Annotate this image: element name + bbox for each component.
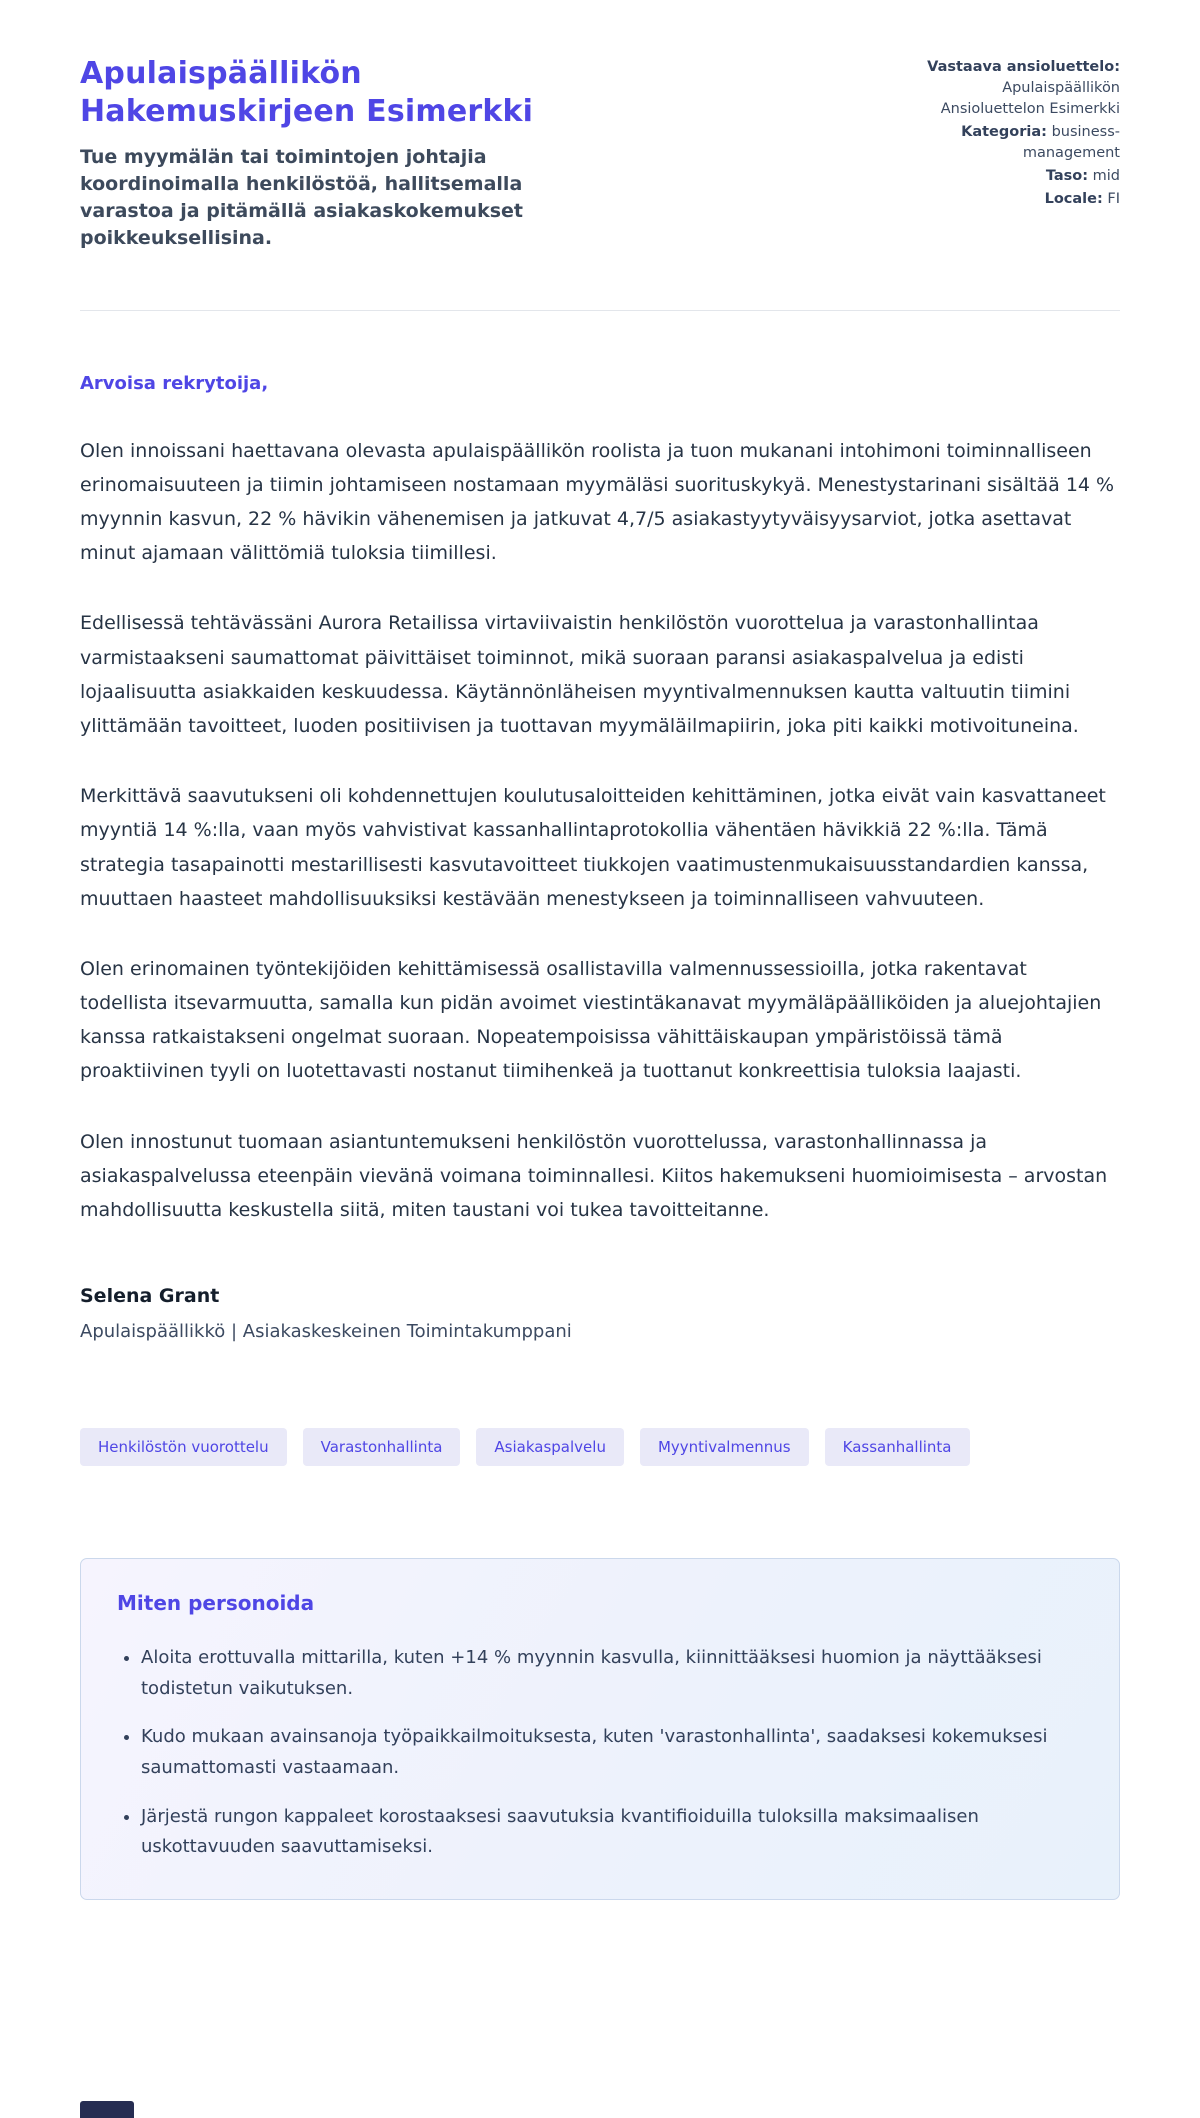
header-title-block bbox=[80, 55, 620, 252]
letter-paragraph: Edellisessä tehtävässäni Aurora Retailissa virtaviivaistin henkilöstön vuorottelua ja varastonhallintaa varmistaakseni saumattomat päivittäiset toiminnot, mikä suoraan paransi asiakaspalvelua ja edisti lojaalisuutta asiakkaiden keskuudessa. Käytännönläheisen myyntivalmennuksen kautta valtuutin tiimini ylittämään tavoitteet, luoden positiivisen ja tuottavan myymäläilmapiirin, joka piti kaikki motivoituneina. bbox=[80, 612, 1079, 737]
tips-list bbox=[117, 1643, 1083, 1863]
tag-chip[interactable]: Varastonhallinta bbox=[303, 1428, 461, 1466]
meta-matching-resume bbox=[920, 57, 1120, 120]
meta-matching-resume-link[interactable]: Apulaispäällikön Ansioluettelon Esimerkki bbox=[940, 80, 1120, 118]
signature-name: Selena Grant bbox=[80, 1285, 220, 1308]
meta-panel bbox=[920, 55, 1120, 212]
tag-chip[interactable]: Myyntivalmennus bbox=[640, 1428, 809, 1466]
meta-locale-label: Locale: bbox=[1044, 191, 1103, 208]
letter-paragraph: Olen erinomainen työntekijöiden kehittämisessä osallistavilla valmennussessioilla, jotka rakentavat todellista itsevarmuutta, samalla kun pidän avoimet viestintäkanavat myymäläpäälliköiden ja aluejohtajien kanssa ratkaistakseni ongelmat suoraan. Nopeatempoisissa vähittäiskaupan ympäristöissä tämä proaktiivinen tyyli on luotettavasti nostanut tiimihenkeä ja tuottanut konkreettisia tuloksia laajasti. bbox=[80, 957, 1102, 1083]
cover-letter-body bbox=[80, 373, 1120, 1343]
meta-category bbox=[920, 122, 1120, 164]
letter-paragraph: Olen innoissani haettavana olevasta apulaispäällikön roolista ja tuon mukanani intohimoni toiminnalliseen erinomaisuuteen ja tiimin johtamiseen nostamaan myymäläsi suorituskykyä. Menestystarinani sisältää 14 % myynnin kasvun, 22 % hävikin vähenemisen ja jatkuvat 4,7/5 asiakastyytyväisyysarviot, jotka asettavat minut ajamaan välittömiä tuloksia tiimillesi. bbox=[80, 439, 1115, 565]
cutoff-element-bottom bbox=[80, 2101, 134, 2118]
tag-chip[interactable]: Kassanhallinta bbox=[825, 1428, 970, 1466]
page-title: Apulaispäällikön Hakemuskirjeen Esimerkki bbox=[80, 56, 534, 130]
meta-locale-value: FI bbox=[1107, 191, 1120, 208]
page-subtitle: Tue myymälän tai toimintojen johtajia koordinoimalla henkilöstöä, hallitsemalla varastoa ja pitämällä asiakaskokemukset poikkeuksellisina. bbox=[80, 145, 523, 249]
personalization-tips-box bbox=[80, 1558, 1120, 1900]
tips-heading: Miten personoida bbox=[117, 1591, 315, 1616]
meta-matching-resume-label: Vastaava ansioluettelo: bbox=[927, 59, 1120, 75]
letter-paragraph: Merkittävä saavutukseni oli kohdennettujen koulutusaloitteiden kehittäminen, jotka eivät vain kasvattaneet myyntiä 14 %:lla, vaan myös vahvistivat kassanhallintaprotokollia vähentäen hävikkiä 22 %:lla. Tämä strategia tasapainotti mestarillisesti kasvutavoitteet tiukkojen vaatimustenmukaisuusstandardien kanssa, muuttaen haasteet mahdollisuuksiksi kestävään menestykseen ja toiminnalliseen vahvuuteen. bbox=[80, 785, 1106, 910]
tip-item: • Aloita erottuvalla mittarilla, kuten +14 % myynnin kasvulla, kiinnittääksesi huomion ja näyttääksesi todistetun vaikutuksen. bbox=[141, 1643, 1083, 1704]
header bbox=[80, 55, 1120, 252]
meta-level-label: Taso: bbox=[1045, 168, 1089, 185]
meta-level-value: mid bbox=[1092, 168, 1120, 185]
tag-chip[interactable]: Asiakaspalvelu bbox=[476, 1428, 624, 1466]
letter-greeting: Arvoisa rekrytoija, bbox=[80, 372, 269, 394]
letter-paragraph: Olen innostunut tuomaan asiantuntemukseni henkilöstön vuorottelussa, varastonhallinnassa ja asiakaspalvelussa eteenpäin vievänä voimana toiminnallesi. Kiitos hakemukseni huomioimisesta – arvostan mahdollisuutta keskustella siitä, miten taustani voi tukea tavoitteitanne. bbox=[80, 1130, 1108, 1222]
tip-item: • Järjestä rungon kappaleet korostaaksesi saavutuksia kvantifioiduilla tuloksilla maksimaalisen uskottavuuden saavuttamiseksi. bbox=[141, 1802, 1083, 1863]
meta-category-label: Kategoria: bbox=[961, 124, 1047, 141]
tip-item: • Kudo mukaan avainsanoja työpaikkailmoituksesta, kuten 'varastonhallinta', saadaksesi kokemuksesi saumattomasti vastaamaan. bbox=[141, 1722, 1083, 1783]
meta-level bbox=[920, 166, 1120, 187]
meta-category-value: business-management bbox=[1022, 124, 1120, 162]
signature-title: Apulaispäällikkö | Asiakaskeskeinen Toimintakumppani bbox=[80, 1321, 572, 1343]
tag-list bbox=[80, 1428, 1120, 1466]
tag-chip[interactable]: Henkilöstön vuorottelu bbox=[80, 1428, 287, 1466]
meta-locale bbox=[920, 189, 1120, 210]
divider bbox=[80, 310, 1120, 311]
